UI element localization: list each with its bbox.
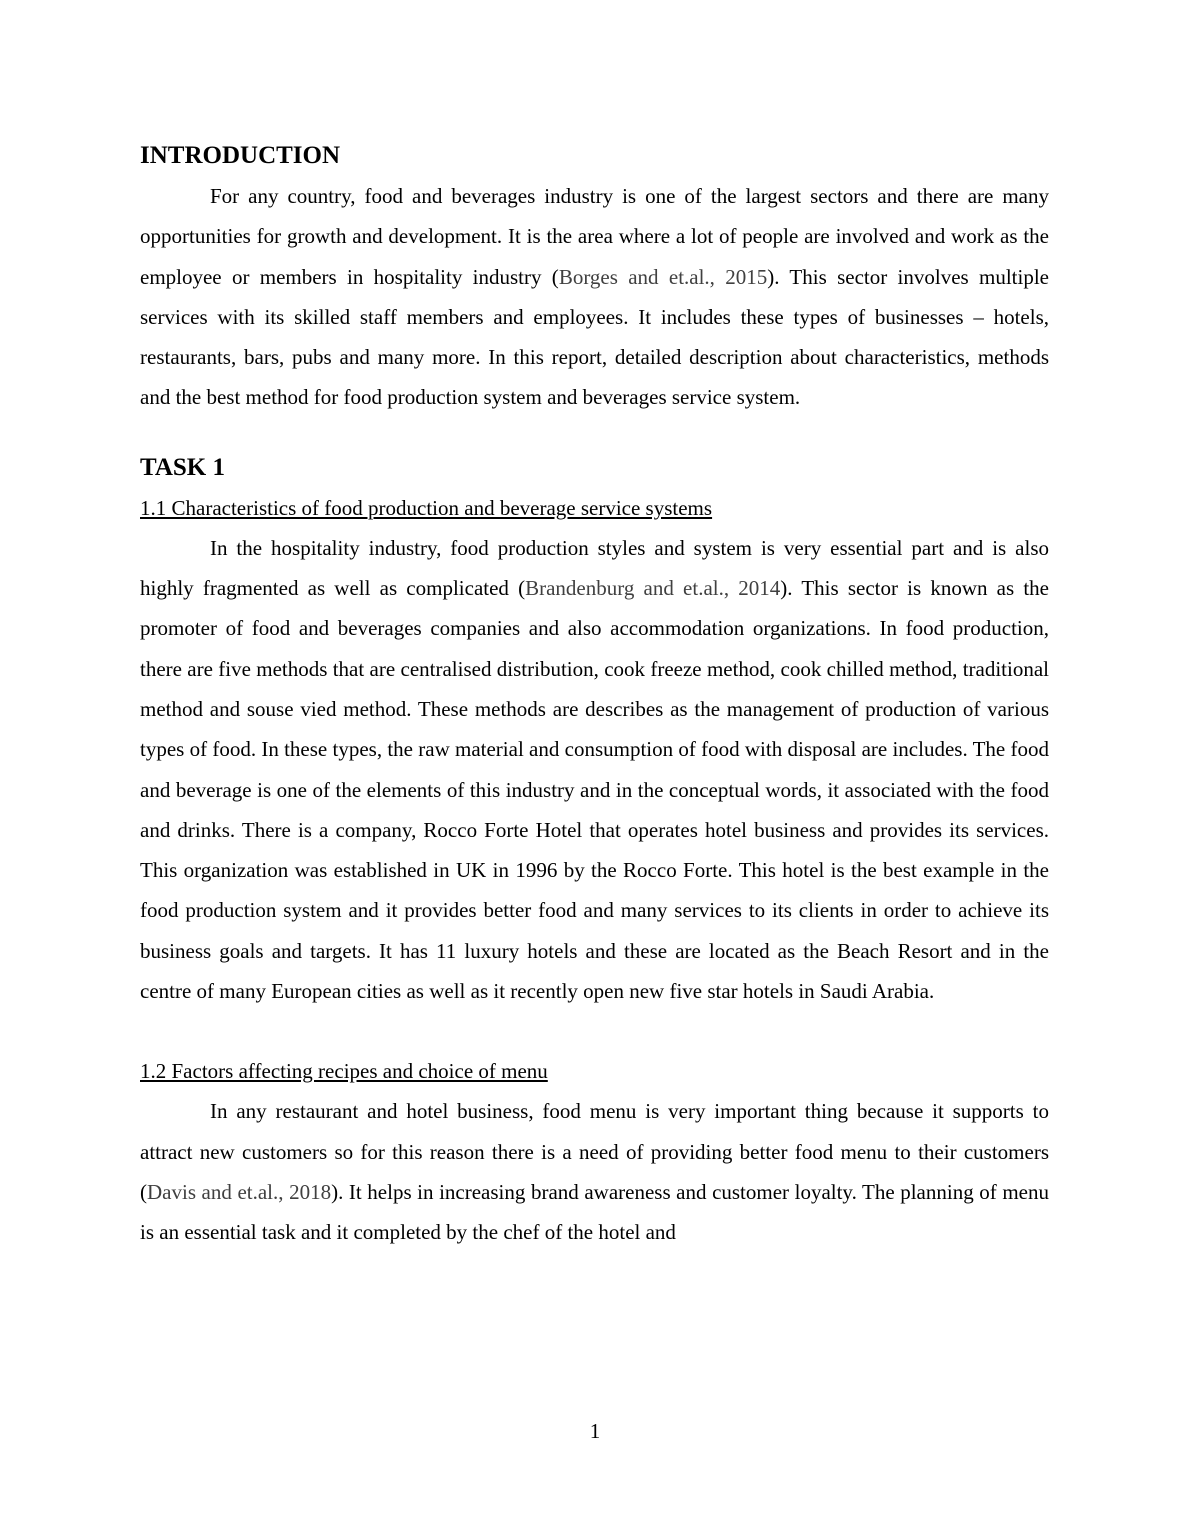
task1-heading: TASK 1 (140, 453, 225, 481)
section-1-1-title: 1.1 Characteristics of food production and beverage service systems (140, 495, 713, 520)
section-1-2-title: 1.2 Factors affecting recipes and choice of menu (140, 1059, 548, 1084)
section-1-2-text-end: ). It helps in increasing brand awareness and customer loyalty. The planning of menu is an essential task and it completed by the chef of the hotel and (140, 1179, 1049, 1245)
section-1-1-paragraph (140, 528, 1049, 1012)
section-1-2-text-start: In any restaurant and hotel business, food menu is very important thing because it supports to attract new customers so for this reason there is a need of providing better food menu to their customers ( (140, 1099, 1049, 1204)
section-1-1-text-end: ). This sector is known as the promoter of food and beverages companies and also accommodation organizations. In food production, there are five methods that are centralised distribution, cook freeze method, cook chilled method, traditional method and souse vied method. These methods are describes as the management of production of various types of food. In these types, the raw material and consumption of food with disposal are includes. The food and beverage is one of the elements of this industry and in the conceptual words, it associated with the food and drinks. There is a company, Rocco Forte Hotel that operates hotel business and provides its services. This organization was established in UK in 1996 by the Rocco Forte. This hotel is the best example in the food production system and it provides better food and many services to its clients in order to achieve its business goals and targets. It has 11 luxury hotels and these are located as the Beach Resort and in the centre of many European cities as well as it recently open new five star hotels in Saudi Arabia. (140, 576, 1049, 1004)
section-1-1-text-start: In the hospitality industry, food production styles and system is very essential part and is also highly fragmented as well as complicated ( (140, 535, 1049, 601)
page-content (140, 136, 1049, 1253)
introduction-text-end: ). This sector involves multiple services with its skilled staff members and employees. It includes these types of businesses – hotels, restaurants, bars, pubs and many more. In this report, detailed description about characteristics, methods and the best method for food production system and beverages service system. (140, 264, 1049, 410)
citation-davis: Davis and et.al., 2018 (147, 1179, 332, 1204)
section-1-2-paragraph (140, 1091, 1049, 1252)
introduction-heading: INTRODUCTION (140, 142, 341, 169)
introduction-text-start: For any country, food and beverages industry is one of the largest sectors and there are many opportunities for growth and development. It is the area where a lot of people are involved and work as the employee or members in hospitality industry ( (140, 184, 1049, 289)
citation-borges: Borges and et.al., 2015 (558, 264, 768, 289)
page-number: 1 (589, 1419, 601, 1443)
citation-brandenburg: Brandenburg and et.al., 2014 (525, 576, 781, 601)
introduction-paragraph (140, 176, 1049, 418)
